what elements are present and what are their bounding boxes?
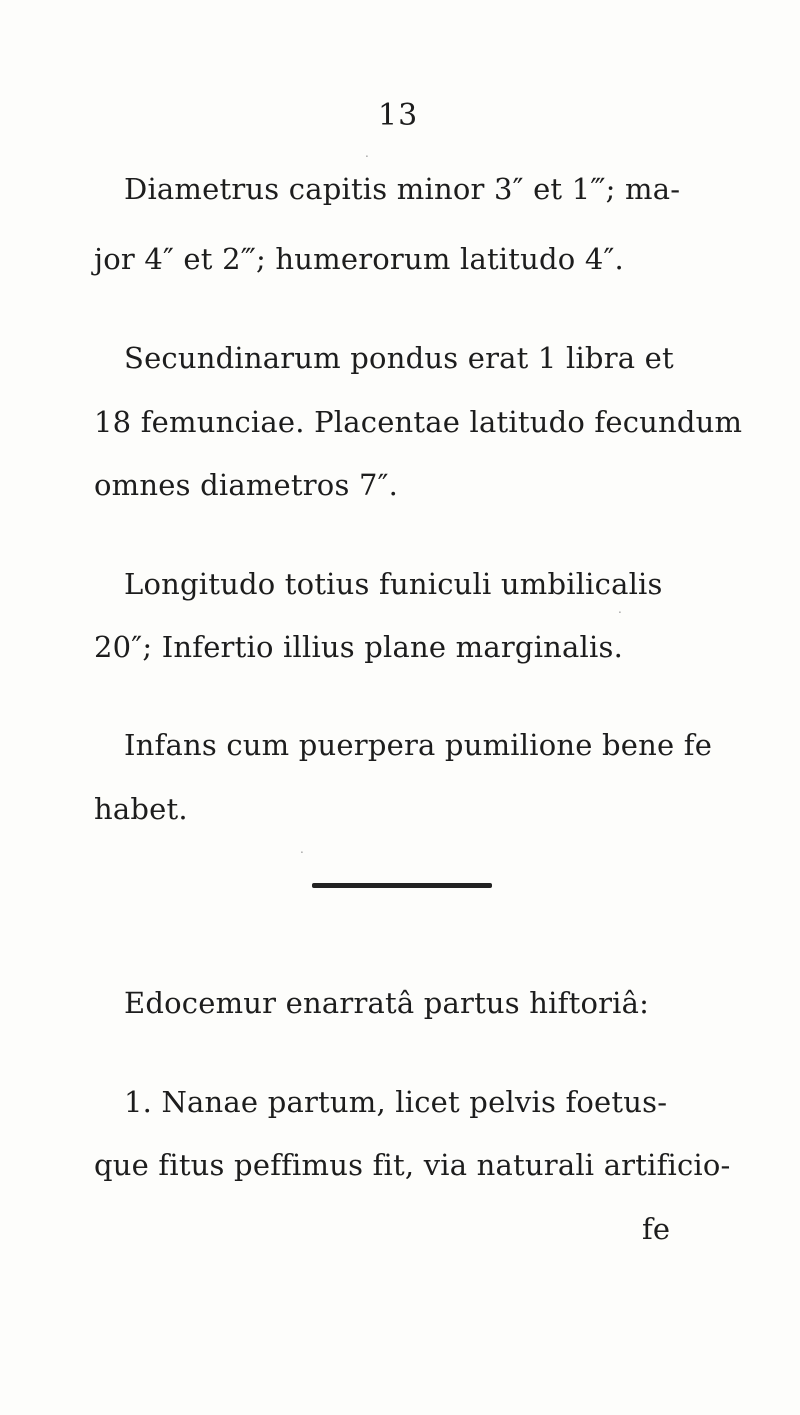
section-divider	[312, 883, 492, 888]
text-line: omnes diametros 7″.	[94, 468, 399, 502]
text-line: 18 femunciae. Placentae latitudo fecundum	[94, 405, 743, 439]
text-line: Edocemur enarratâ partus hiftoriâ:	[124, 986, 650, 1020]
text-line: Infans cum puerpera pumilione bene fe	[124, 728, 713, 762]
text-line: jor 4″ et 2‴; humerorum latitudo 4″.	[94, 242, 624, 276]
text-line: Longitudo totius funiculi umbilicalis	[124, 567, 663, 601]
ink-speck: .	[365, 146, 369, 160]
text-line: Diametrus capitis minor 3″ et 1‴; ma-	[124, 172, 681, 206]
text-line: habet.	[94, 792, 188, 826]
text-line: que fitus peffimus fit, via naturali artificio-	[94, 1148, 731, 1182]
text-line: Secundinarum pondus erat 1 libra et	[124, 341, 674, 375]
ink-speck: .	[300, 842, 304, 856]
text-line: 20″; Infertio illius plane marginalis.	[94, 630, 623, 664]
ink-speck: .	[618, 602, 622, 616]
page-number: 13	[378, 98, 419, 133]
catchword: fe	[642, 1212, 671, 1246]
text-line: 1. Nanae partum, licet pelvis foetus-	[124, 1085, 668, 1119]
